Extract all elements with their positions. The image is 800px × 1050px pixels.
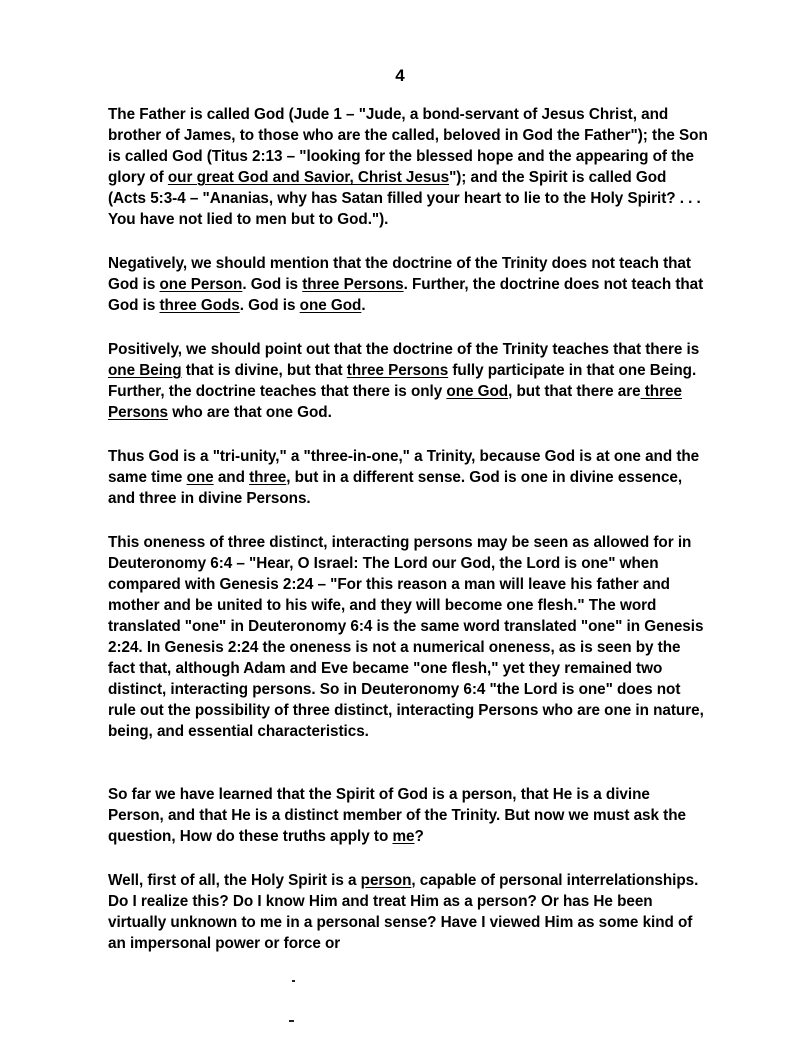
paragraph-persons-called-god (108, 104, 708, 230)
text-run: The Father is called God (Jude 1 – "Jude, a bond-servant of Jesus Christ, and brother of James, to those who are the called, beloved in God the Father"); the Son is called God (Titus 2:13 – "looking for the blessed hope and the appearing of the glory of (108, 106, 708, 186)
paragraph-negatively (108, 253, 708, 316)
text-run: . (361, 297, 366, 314)
paragraph-positively (108, 339, 708, 423)
underlined-phrase: three (249, 469, 287, 486)
text-run: and (213, 469, 250, 486)
underlined-phrase: me (392, 828, 415, 845)
underlined-phrase: person (360, 872, 412, 889)
paragraph-oneness: This oneness of three distinct, interacting persons may be seen as allowed for in Deuteronomy 6:4 – "Hear, O Israel: The Lord our God, the Lord is one" when compared with Genesis 2:24 – "For this reason a man will leave his father and mother and be united to his wife, and they will become one flesh." The word translated "one" in Deuteronomy 6:4 is the same word translated "one" in Genesis 2:24. In Genesis 2:24 the oneness is not a numerical oneness, as is seen by the fact that, although Adam and Eve became "one flesh," yet they remained two distinct, interacting persons. So in Deuteronomy 6:4 "the Lord is one" does not rule out the possibility of three distinct, interacting Persons who are one in nature, being, and essential characteristics. (108, 534, 704, 740)
underlined-phrase: one Person (159, 276, 243, 293)
text-run: fully participate in that one Being. Further, the doctrine teaches that there is only (108, 362, 697, 400)
text-run: . God is (242, 276, 303, 293)
underlined-phrase: one Being (108, 362, 182, 379)
underlined-phrase: our great God and Savior, Christ Jesus (167, 169, 450, 186)
body-text (108, 104, 708, 977)
text-run: Positively, we should point out that the doctrine of the Trinity teaches that there is (108, 341, 700, 358)
text-run: So far we have learned that the Spirit of God is a person, that He is a divine Person, and that He is a distinct member of the Trinity. But now we must ask the question, How do these truths apply to (108, 786, 686, 845)
text-run: , but in a different sense. God is one in divine essence, and three in divine Persons. (108, 469, 683, 507)
text-run: Negatively, we should mention that the doctrine of the Trinity does not teach that God is (108, 255, 691, 293)
paragraph-well-first (108, 870, 708, 954)
underlined-phrase: one God (299, 297, 362, 314)
text-run: Thus God is a "tri-unity," a "three-in-one," a Trinity, because God is at one and the same time (108, 448, 700, 486)
underlined-phrase: three Persons (108, 383, 682, 421)
text-run: who are that one God. (168, 404, 332, 421)
paragraph-so-far (108, 784, 708, 847)
scan-speck (292, 980, 295, 982)
text-run: . Further, the doctrine does not teach that God is (108, 276, 704, 314)
underlined-phrase: one (186, 469, 214, 486)
paragraph-tri-unity (108, 446, 708, 509)
text-run: "); and the Spirit is called God (Acts 5:3-4 – "Ananias, why has Satan filled your heart to lie to the Holy Spirit? . . . You have not lied to men but to God."). (108, 169, 701, 228)
text-run: that is divine, but that (181, 362, 347, 379)
underlined-phrase: one God (446, 383, 509, 400)
text-run: . God is (239, 297, 300, 314)
underlined-phrase: three Persons (346, 362, 449, 379)
scan-speck (289, 1020, 294, 1022)
text-run: , capable of personal interrelationships. Do I realize this? Do I know Him and treat Him as a person? Or has He been virtually unknown to me in a personal sense? Have I viewed Him as some kind of an impersonal power or force or (108, 872, 699, 952)
text-run: ? (414, 828, 424, 845)
text-run: Well, first of all, the Holy Spirit is a (108, 872, 361, 889)
text-run: , but that there are (508, 383, 641, 400)
page-number: 4 (395, 66, 405, 85)
underlined-phrase: three Persons (302, 276, 404, 293)
underlined-phrase: three Gods (159, 297, 240, 314)
